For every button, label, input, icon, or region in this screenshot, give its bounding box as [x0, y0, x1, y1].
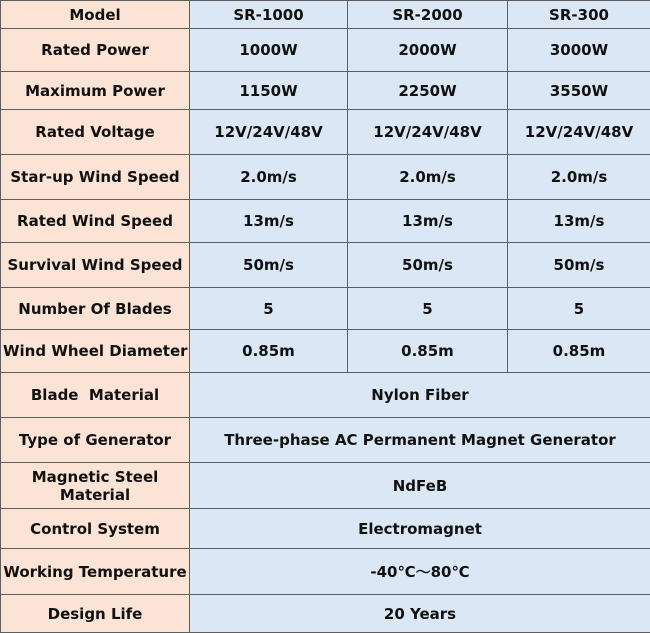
row-label: Working Temperature	[1, 549, 190, 595]
row-value: 50m/s	[508, 243, 650, 288]
row-value: 5	[508, 288, 650, 330]
row-label: Maximum Power	[1, 72, 190, 110]
row-merged-value: Three-phase AC Permanent Magnet Generator	[190, 418, 650, 463]
row-value: 13m/s	[348, 200, 508, 243]
row-rated-power	[1, 29, 650, 72]
row-label: Magnetic Steel Material	[1, 463, 190, 509]
row-merged-value: Electromagnet	[190, 509, 650, 549]
row-value: 12V/24V/48V	[348, 110, 508, 155]
row-label: Rated Power	[1, 29, 190, 72]
row-value: 3000W	[508, 29, 650, 72]
header-model-sr300: SR-300	[508, 1, 650, 29]
row-label: Type of Generator	[1, 418, 190, 463]
row-label: Wind Wheel Diameter	[1, 330, 190, 373]
row-value: 12V/24V/48V	[508, 110, 650, 155]
row-blade-material	[1, 373, 650, 418]
row-label: Survival Wind Speed	[1, 243, 190, 288]
row-value: 2250W	[348, 72, 508, 110]
row-value: 2.0m/s	[348, 155, 508, 200]
row-value: 0.85m	[508, 330, 650, 373]
row-value: 50m/s	[348, 243, 508, 288]
row-value: 0.85m	[190, 330, 348, 373]
row-value: 2000W	[348, 29, 508, 72]
row-label: Rated Voltage	[1, 110, 190, 155]
row-number-of-blades	[1, 288, 650, 330]
row-wind-wheel-diameter	[1, 330, 650, 373]
row-maximum-power	[1, 72, 650, 110]
row-value: 0.85m	[348, 330, 508, 373]
header-model-sr1000: SR-1000	[190, 1, 348, 29]
row-value: 3550W	[508, 72, 650, 110]
row-label: Star-up Wind Speed	[1, 155, 190, 200]
row-value: 2.0m/s	[190, 155, 348, 200]
row-merged-value: 20 Years	[190, 595, 650, 633]
row-rated-voltage	[1, 110, 650, 155]
row-type-of-generator	[1, 418, 650, 463]
header-model-sr2000: SR-2000	[348, 1, 508, 29]
row-magnetic-steel-material	[1, 463, 650, 509]
row-rated-wind-speed	[1, 200, 650, 243]
row-working-temperature	[1, 549, 650, 595]
row-value: 50m/s	[190, 243, 348, 288]
row-value: 13m/s	[190, 200, 348, 243]
row-value: 1000W	[190, 29, 348, 72]
row-value: 5	[348, 288, 508, 330]
row-label: Control System	[1, 509, 190, 549]
row-label: Blade Material	[1, 373, 190, 418]
row-value: 12V/24V/48V	[190, 110, 348, 155]
row-merged-value: Nylon Fiber	[190, 373, 650, 418]
row-value: 1150W	[190, 72, 348, 110]
row-value: 13m/s	[508, 200, 650, 243]
row-startup-wind-speed	[1, 155, 650, 200]
row-label: Rated Wind Speed	[1, 200, 190, 243]
row-control-system	[1, 509, 650, 549]
row-survival-wind-speed	[1, 243, 650, 288]
row-label: Design Life	[1, 595, 190, 633]
row-label: Number Of Blades	[1, 288, 190, 330]
row-value: 2.0m/s	[508, 155, 650, 200]
header-model-label: Model	[1, 1, 190, 29]
header-row	[1, 1, 650, 29]
row-value: 5	[190, 288, 348, 330]
row-merged-value: -40℃～80℃	[190, 549, 650, 595]
row-merged-value: NdFeB	[190, 463, 650, 509]
